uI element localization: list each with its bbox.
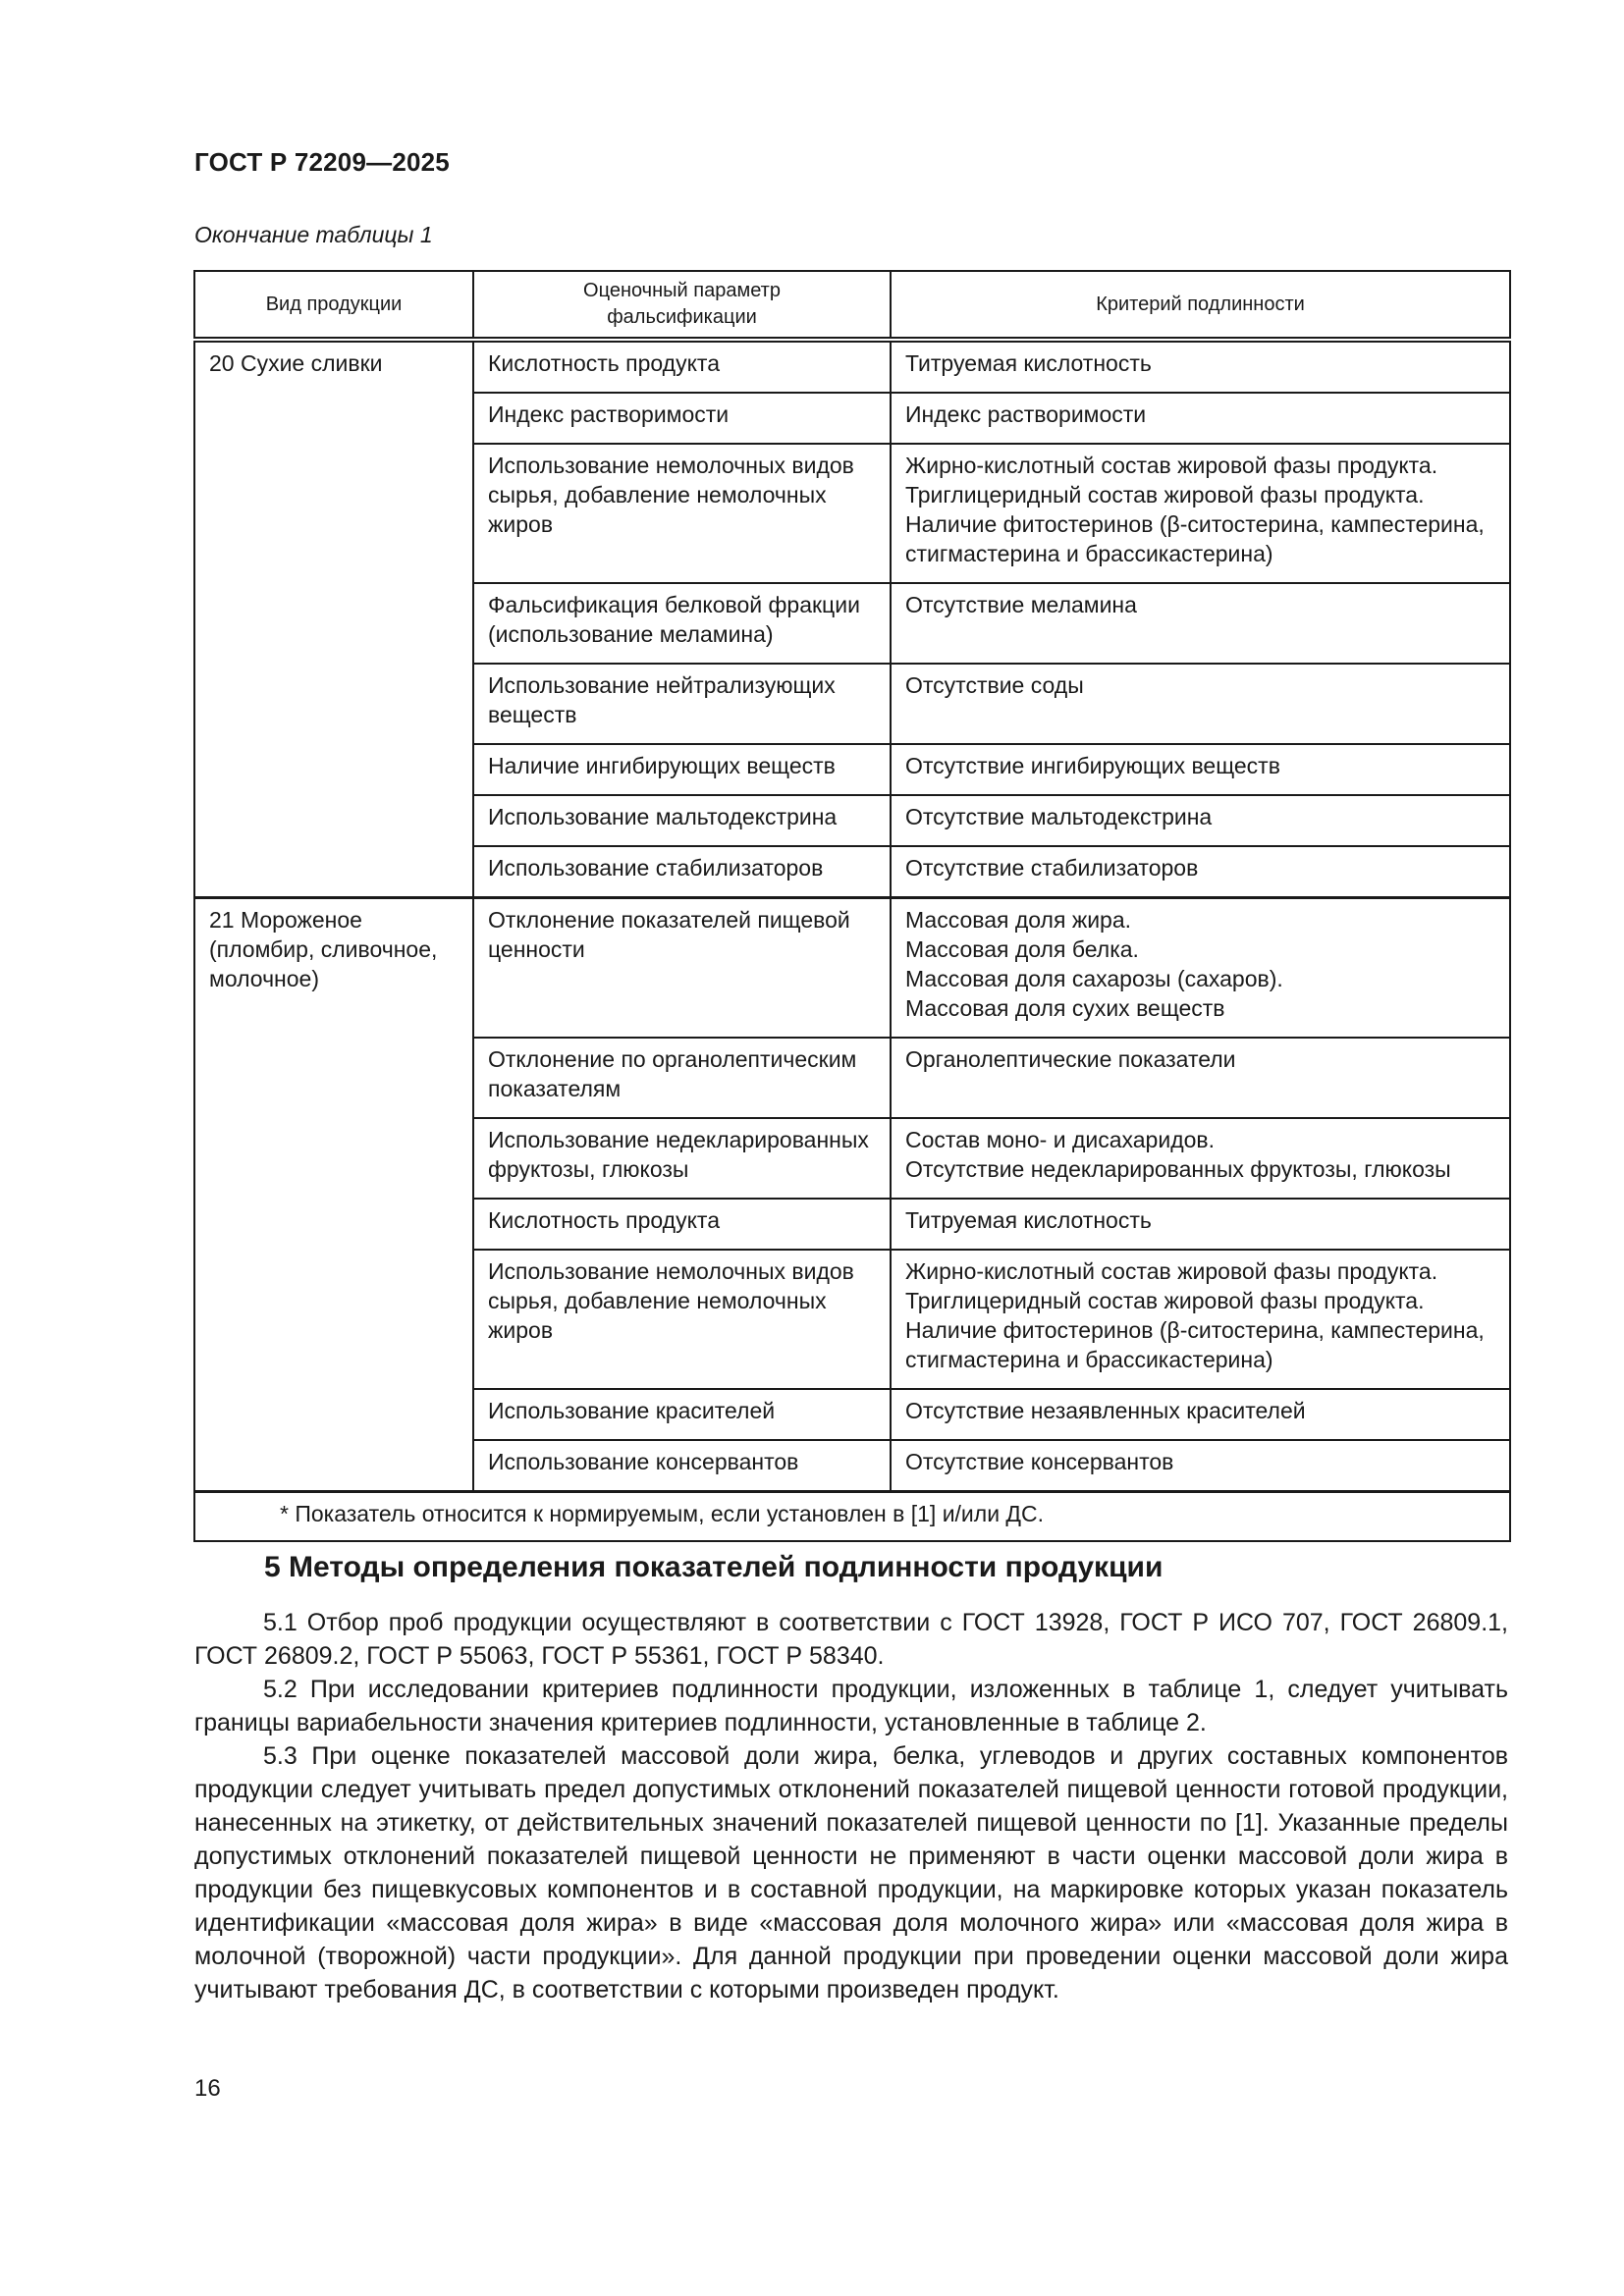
criterion-cell: [891, 444, 1510, 583]
criterion-cell: Отсутствие меламина: [891, 583, 1510, 664]
table-row: [194, 898, 1510, 1039]
criterion-cell: [891, 898, 1510, 1039]
column-header-parameter: [473, 271, 891, 340]
table-header-row: [194, 271, 1510, 340]
criterion-cell: Отсутствие консервантов: [891, 1440, 1510, 1492]
document-code: ГОСТ Р 72209—2025: [194, 147, 450, 177]
criterion-line: Отсутствие недекларированных фруктозы, глюкозы: [905, 1156, 1451, 1182]
parameter-cell: Использование недекларированных фруктозы, глюкозы: [473, 1118, 891, 1199]
criterion-line: Массовая доля белка.: [905, 936, 1139, 962]
criterion-cell: Отсутствие незаявленных красителей: [891, 1389, 1510, 1440]
parameter-cell: Использование немолочных видов сырья, добавление немолочных жиров: [473, 444, 891, 583]
parameter-cell: Использование мальтодекстрина: [473, 795, 891, 846]
parameter-cell: Использование консервантов: [473, 1440, 891, 1492]
paragraph-5-3: 5.3 При оценке показателей массовой доли жира, белка, углеводов и других составных компонентов продукции следует учитывать предел допустимых отклонений показателей пищевой ценности готовой продукции, нанесенных на этикетку, от действительных значений показателей пищевой ценности по [1]. Указанные пределы допустимых отклонений показателей пищевой ценности не применяют в части оценки массовой доли жира в продукции без пищевкусовых компонентов и в составной продукции, на маркировке которых указан показатель идентификации «массовая доля жира» в виде «массовая доля молочного жира» или «массовая доля жира в молочной (творожной) части продукции». Для данной продукции при проведении оценки массовой доли жира учитывают требования ДС, в соответствии с которыми произведен продукт.: [194, 1742, 1508, 2003]
parameter-cell: Отклонение по органолептическим показателям: [473, 1038, 891, 1118]
criterion-cell: Индекс растворимости: [891, 393, 1510, 444]
criterion-line: Триглицеридный состав жировой фазы продукта.: [905, 482, 1425, 507]
parameter-cell: Индекс растворимости: [473, 393, 891, 444]
column-header-parameter-line1: Оценочный параметр: [583, 280, 781, 301]
product-cell: 21 Мороженое (пломбир, сливочное, молочное): [194, 898, 473, 1492]
criterion-cell: Отсутствие соды: [891, 664, 1510, 744]
parameter-cell: Наличие ингибирующих веществ: [473, 744, 891, 795]
criterion-line: Жирно-кислотный состав жировой фазы продукта.: [905, 453, 1438, 478]
criterion-cell: Отсутствие ингибирующих веществ: [891, 744, 1510, 795]
parameter-cell: Использование немолочных видов сырья, добавление немолочных жиров: [473, 1250, 891, 1389]
criterion-line: Наличие фитостеринов (β-ситостерина, кампестерина, стигмастерина и брассикастерина): [905, 511, 1485, 566]
paragraph-5-1: 5.1 Отбор проб продукции осуществляют в соответствии с ГОСТ 13928, ГОСТ Р ИСО 707, ГОСТ 26809.1, ГОСТ 26809.2, ГОСТ Р 55063, ГОСТ Р 55361, ГОСТ Р 58340.: [194, 1609, 1508, 1670]
parameter-cell: Кислотность продукта: [473, 340, 891, 393]
parameter-cell: Использование красителей: [473, 1389, 891, 1440]
parameter-cell: Отклонение показателей пищевой ценности: [473, 898, 891, 1039]
table-footnote-row: [194, 1492, 1510, 1542]
criterion-cell: Органолептические показатели: [891, 1038, 1510, 1118]
table-footnote: * Показатель относится к нормируемым, если установлен в [1] и/или ДС.: [194, 1492, 1510, 1542]
criterion-line: Состав моно- и дисахаридов.: [905, 1127, 1216, 1152]
column-header-product: Вид продукции: [194, 271, 473, 340]
table-caption: Окончание таблицы 1: [194, 222, 433, 247]
criterion-cell: Титруемая кислотность: [891, 1199, 1510, 1250]
paragraph-5-2: 5.2 При исследовании критериев подлинности продукции, изложенных в таблице 1, следует учитывать границы вариабельности значения критериев подлинности, установленные в таблице 2.: [194, 1676, 1508, 1736]
section-heading: 5 Методы определения показателей подлинности продукции: [264, 1551, 1164, 1583]
criterion-line: Массовая доля сухих веществ: [905, 995, 1225, 1021]
parameter-cell: Использование нейтрализующих веществ: [473, 664, 891, 744]
column-header-criterion: Критерий подлинности: [891, 271, 1510, 340]
criterion-cell: [891, 1250, 1510, 1389]
criterion-line: Массовая доля жира.: [905, 907, 1132, 933]
criterion-line: Триглицеридный состав жировой фазы продукта.: [905, 1288, 1425, 1313]
criterion-line: Массовая доля сахарозы (сахаров).: [905, 966, 1283, 991]
parameter-cell: Фальсификация белковой фракции (использование меламина): [473, 583, 891, 664]
criterion-cell: [891, 1118, 1510, 1199]
section-body: [194, 1606, 1508, 2006]
criterion-cell: Отсутствие мальтодекстрина: [891, 795, 1510, 846]
parameter-cell: Кислотность продукта: [473, 1199, 891, 1250]
authenticity-table: [193, 270, 1511, 1542]
table-row: [194, 340, 1510, 393]
criterion-line: Жирно-кислотный состав жировой фазы продукта.: [905, 1258, 1438, 1284]
criterion-cell: Титруемая кислотность: [891, 340, 1510, 393]
product-cell: 20 Сухие сливки: [194, 340, 473, 898]
page-number: 16: [194, 2075, 221, 2102]
criterion-cell: Отсутствие стабилизаторов: [891, 846, 1510, 898]
column-header-parameter-line2: фальсификации: [607, 306, 757, 328]
criterion-line: Наличие фитостеринов (β-ситостерина, кампестерина, стигмастерина и брассикастерина): [905, 1317, 1485, 1372]
parameter-cell: Использование стабилизаторов: [473, 846, 891, 898]
